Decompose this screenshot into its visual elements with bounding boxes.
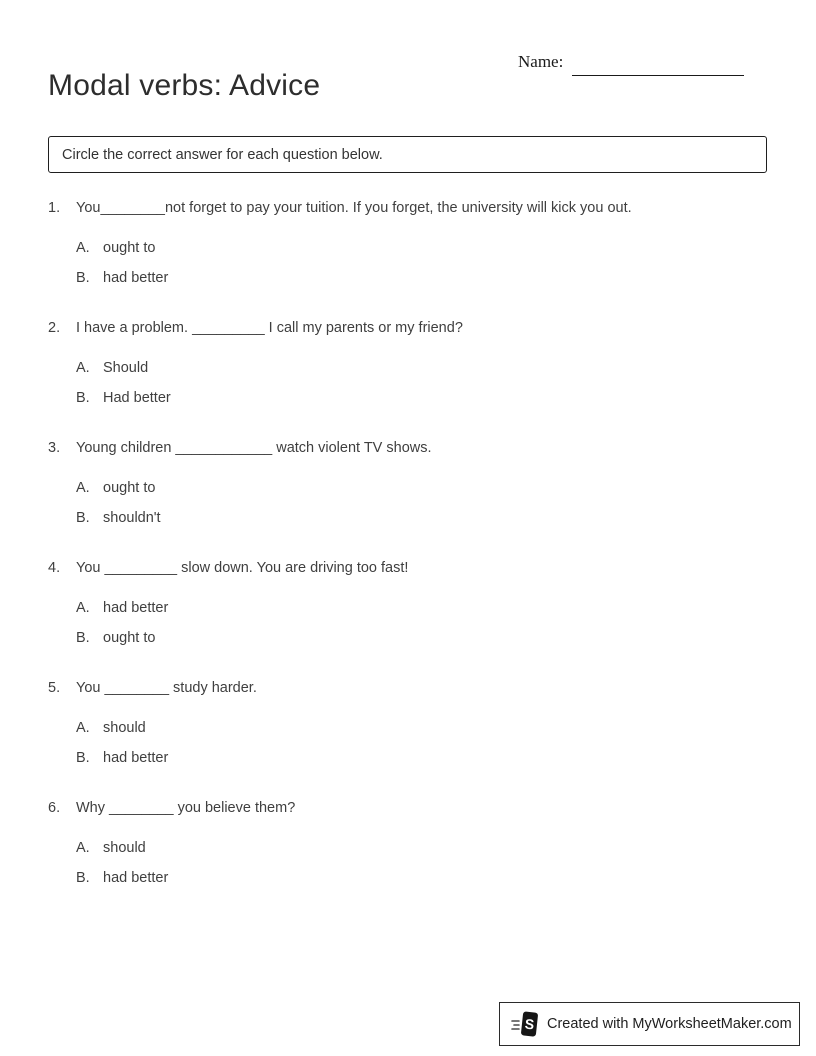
answer-option-b	[76, 868, 768, 888]
answer-option-b	[76, 268, 768, 288]
option-text: Had better	[103, 390, 171, 406]
worksheet-maker-logo-icon	[508, 1007, 544, 1041]
answer-option-a	[76, 358, 768, 378]
option-letter: A.	[76, 480, 90, 496]
option-letter: A.	[76, 840, 90, 856]
instructions-box	[48, 136, 767, 173]
option-letter: B.	[76, 870, 90, 886]
answer-option-b	[76, 628, 768, 648]
question-number: 2.	[48, 320, 61, 336]
question-number: 5.	[48, 680, 61, 696]
name-label: Name:	[518, 52, 564, 71]
question-block	[48, 198, 768, 288]
option-text: should	[103, 720, 146, 736]
question-text: You ________ study harder.	[76, 680, 257, 696]
answer-option-a	[76, 238, 768, 258]
question-text: You _________ slow down. You are driving too fast!	[76, 560, 409, 576]
answer-option-a	[76, 838, 768, 858]
footer-credit-box	[499, 1002, 800, 1046]
option-text: shouldn't	[103, 510, 161, 526]
questions-list	[48, 198, 768, 918]
question-text: Young children ____________ watch violent TV shows.	[76, 440, 432, 456]
instructions-text: Circle the correct answer for each question below.	[62, 146, 383, 163]
question-text: Why ________ you believe them?	[76, 800, 296, 816]
question-block	[48, 558, 768, 648]
svg-text:S: S	[524, 1015, 535, 1033]
question-line	[48, 798, 768, 818]
question-line	[48, 558, 768, 578]
answer-option-a	[76, 478, 768, 498]
option-text: ought to	[103, 480, 156, 496]
answer-option-b	[76, 508, 768, 528]
question-block	[48, 318, 768, 408]
question-line	[48, 438, 768, 458]
question-text: I have a problem. _________ I call my parents or my friend?	[76, 320, 463, 336]
question-line	[48, 318, 768, 338]
footer-credit-text: Created with MyWorksheetMaker.com	[547, 1016, 792, 1032]
option-text: should	[103, 840, 146, 856]
name-field	[518, 52, 744, 72]
option-letter: B.	[76, 270, 90, 286]
option-letter: B.	[76, 510, 90, 526]
option-text: had better	[103, 600, 169, 616]
option-letter: A.	[76, 720, 90, 736]
question-number: 4.	[48, 560, 61, 576]
answer-option-a	[76, 598, 768, 618]
option-text: Should	[103, 360, 149, 376]
option-text: ought to	[103, 240, 156, 256]
question-number: 3.	[48, 440, 61, 456]
question-number: 1.	[48, 200, 61, 216]
option-letter: A.	[76, 240, 90, 256]
question-block	[48, 678, 768, 768]
page-title: Modal verbs: Advice	[48, 69, 321, 103]
question-text: You________not forget to pay your tuition. If you forget, the university will kick you out.	[76, 200, 632, 216]
option-text: had better	[103, 270, 169, 286]
option-letter: B.	[76, 390, 90, 406]
name-blank-line	[572, 74, 744, 76]
answer-option-b	[76, 748, 768, 768]
answer-option-a	[76, 718, 768, 738]
option-text: had better	[103, 750, 169, 766]
option-text: had better	[103, 870, 169, 886]
option-letter: A.	[76, 600, 90, 616]
question-line	[48, 198, 768, 218]
question-block	[48, 798, 768, 888]
answer-option-b	[76, 388, 768, 408]
option-letter: A.	[76, 360, 90, 376]
question-line	[48, 678, 768, 698]
option-letter: B.	[76, 750, 90, 766]
question-block	[48, 438, 768, 528]
question-number: 6.	[48, 800, 61, 816]
option-letter: B.	[76, 630, 90, 646]
option-text: ought to	[103, 630, 156, 646]
